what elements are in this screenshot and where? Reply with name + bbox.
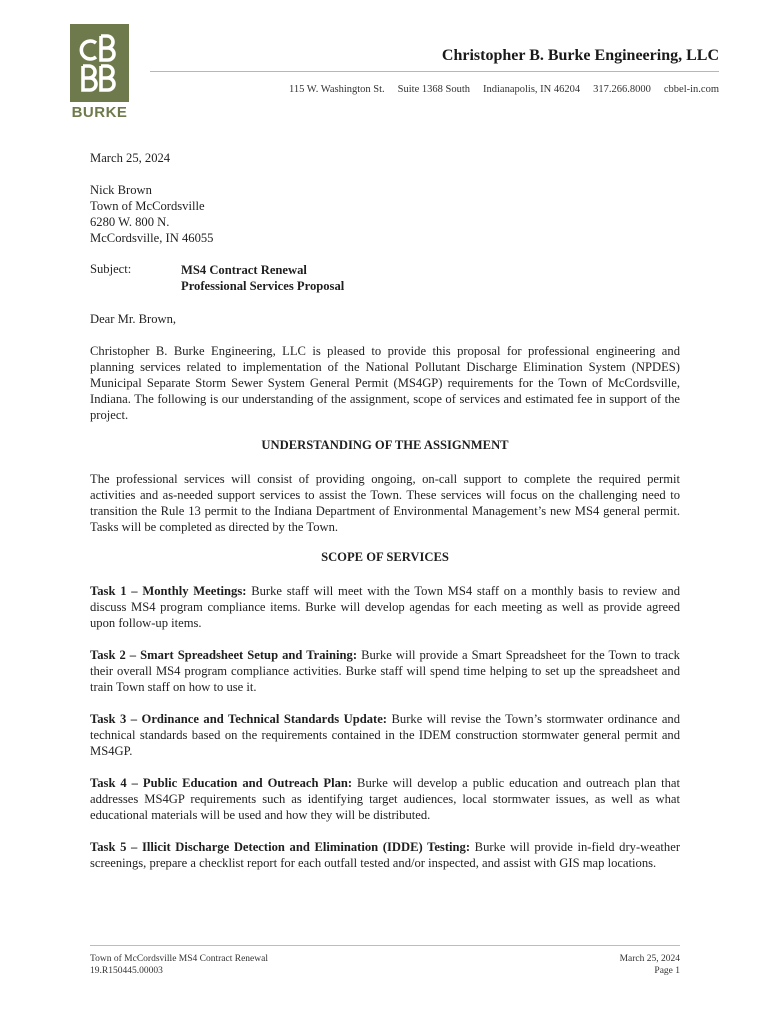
task-4 [90, 775, 680, 823]
task-3-title: Task 3 – Ordinance and Technical Standards Update: [90, 712, 387, 726]
task-3 [90, 711, 680, 759]
footer-date: March 25, 2024 [619, 954, 680, 964]
logo-monogram [70, 24, 129, 102]
task-4-text: Burke will develop a public education and outreach plan that addresses MS4GP requirements such as identifying target audiences, local stormwater issues, as well as what educational materials will be used and how they will be distributed. [90, 776, 680, 822]
recipient-block [90, 182, 213, 246]
footer-project-name: Town of McCordsville MS4 Contract Renewal [90, 954, 268, 964]
intro-paragraph: Christopher B. Burke Engineering, LLC is pleased to provide this proposal for professional engineering and planning services related to implementation of the National Pollutant Discharge Elimination System (NPDES) Municipal Separate Storm Sewer System General Permit (MS4GP) requirements for the Town of McCordsville, Indiana. The following is our understanding of the assignment, scope of services and estimated fee in support of the project. [90, 344, 680, 422]
scope-heading: SCOPE OF SERVICES [321, 550, 449, 564]
task-5 [90, 839, 680, 871]
salutation: Dear Mr. Brown, [90, 312, 177, 326]
recipient-name: Nick Brown [90, 183, 152, 197]
header-divider [150, 71, 719, 72]
footer-page-number: Page 1 [654, 966, 680, 976]
task-2 [90, 647, 680, 695]
task-1-title: Task 1 – Monthly Meetings: [90, 584, 247, 598]
firm-address [289, 84, 719, 95]
address-street: 115 W. Washington St. [288, 84, 385, 95]
firm-name: Christopher B. Burke Engineering, LLC [441, 47, 719, 64]
task-1-text: Burke staff will meet with the Town MS4 staff on a monthly basis to review and discuss MS4 program compliance items. Burke will develop agendas for each meeting as well as provide agreed upon follow-up items. [90, 584, 681, 630]
footer-project-number: 19.R150445.00003 [90, 966, 163, 976]
address-city: Indianapolis, IN 46204 [483, 84, 581, 95]
task-2-title: Task 2 – Smart Spreadsheet Setup and Training: [90, 648, 358, 662]
task-2-text: Burke will provide a Smart Spreadsheet for the Town to track their overall MS4 program compliance activities. Burke staff will spend time helping to set up the spreadsheet and train Town staff on how to use it. [90, 648, 680, 694]
company-logo [70, 24, 129, 120]
cbb-monogram-icon [70, 24, 129, 102]
address-website: cbbel-in.com [663, 84, 719, 95]
subject-label: Subject: [90, 262, 132, 276]
address-phone: 317.266.8000 [593, 84, 651, 95]
letter-date: March 25, 2024 [90, 151, 171, 165]
task-1 [90, 583, 680, 631]
subject-line-1: MS4 Contract Renewal [181, 263, 307, 277]
task-3-text: Burke will revise the Town’s stormwater ordinance and technical standards based on the requirements contained in the IDEM construction stormwater general permit and MS4GP. [90, 712, 681, 758]
footer-right [620, 953, 680, 977]
footer-left [90, 953, 268, 977]
understanding-heading: UNDERSTANDING OF THE ASSIGNMENT [261, 438, 509, 452]
recipient-street: 6280 W. 800 N. [90, 215, 170, 229]
task-5-text: Burke will provide in-field dry-weather screenings, prepare a checklist report for each outfall tested and/or inspected, and assist with GIS map locations. [90, 840, 681, 870]
logo-wordmark: BURKE [71, 104, 128, 121]
understanding-paragraph: The professional services will consist of providing ongoing, on-call support to complete the required permit activities and as-needed support services to assist the Town. These services will focus on the challenging need to transition the Rule 13 permit to the Indiana Department of Environmental Management’s new MS4 general permit. Tasks will be completed as directed by the Town. [90, 472, 680, 534]
footer-divider [90, 945, 680, 946]
recipient-city: McCordsville, IN 46055 [90, 231, 214, 245]
subject-lines [181, 262, 344, 294]
task-4-title: Task 4 – Public Education and Outreach Plan: [90, 776, 353, 790]
address-suite: Suite 1368 South [397, 84, 471, 95]
recipient-org: Town of McCordsville [90, 199, 205, 213]
task-5-title: Task 5 – Illicit Discharge Detection and Elimination (IDDE) Testing: [90, 840, 471, 854]
subject-line-2: Professional Services Proposal [181, 279, 345, 293]
